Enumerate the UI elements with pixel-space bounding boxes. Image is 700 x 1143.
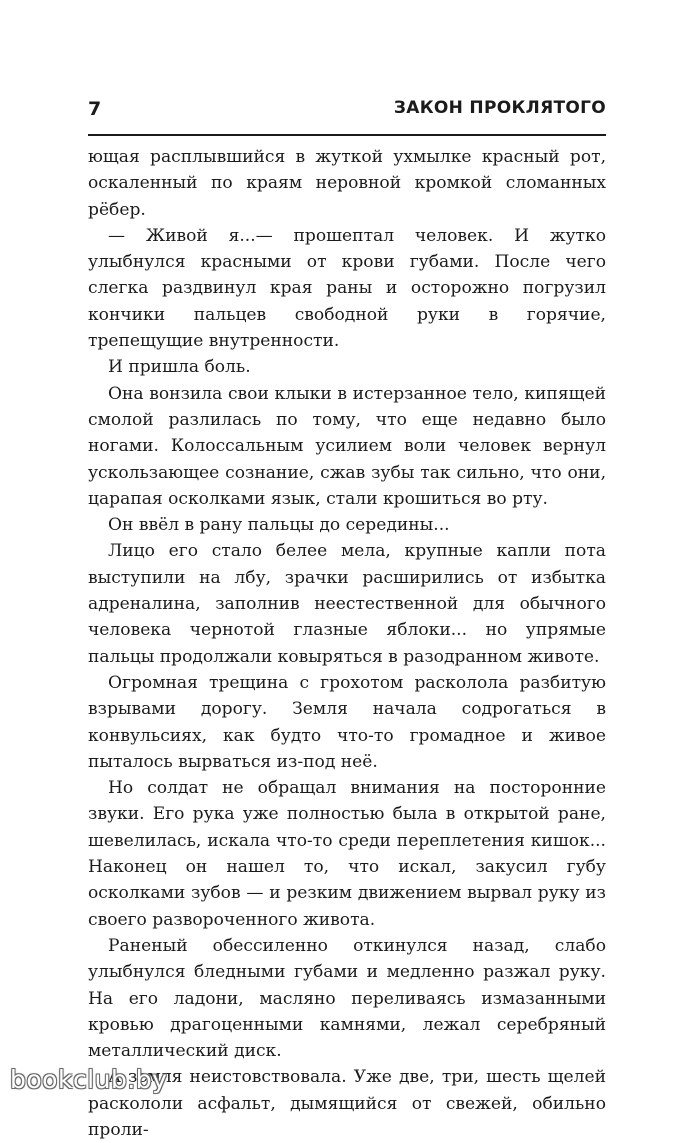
paragraph-6: Лицо его стало белее мела, крупные капли пота выступили на лбу, зрачки расширились от избытка адреналина, заполнив неестественной для обычного человека чернотой глазные яблоки... но упрямые пальцы продолжали ковыряться в разодранном животе. (88, 541, 606, 667)
body-text (88, 144, 606, 1143)
page-number: 7 (88, 98, 102, 120)
paragraph-2: — Живой я...— прошептал человек. И жутко улыбнулся красными от крови губами. После чего слегка раздвинул края раны и осторожно погрузил кончики пальцев свободной руки в горячие, трепещущие внутренности. (88, 225, 606, 352)
paragraph-9: Раненый обессиленно откинулся назад, слабо улыбнулся бледными губами и медленно разжал руку. На его ладони, масляно переливаясь измазанными кровью драгоценными камнями, лежал серебряный металлический диск. (88, 935, 606, 1062)
paragraph-3: И пришла боль. (108, 357, 251, 378)
paragraph-8: Но солдат не обращал внимания на посторонние звуки. Его рука уже полностью была в открытой ране, шевелилась, искала что-то среди переплетения кишок... Наконец он нашел то, что искал, закусил губу осколками зубов — и резким движением вырвал руку из своего развороченного живота. (88, 778, 606, 930)
page-header (88, 96, 606, 136)
paragraph-4: Она вонзила свои клыки в истерзанное тело, кипящей смолой разлилась по тому, что еще недавно было ногами. Колоссальным усилием воли человек вернул ускользающее сознание, сжав зубы так сильно, что они, царапая осколками язык, стали крошиться во рту. (88, 383, 606, 509)
paragraph-10: А земля неистовствовала. Уже две, три, шесть щелей раскололи асфальт, дымящийся от свежей, обильно проли- (88, 1067, 606, 1140)
running-title: ЗАКОН ПРОКЛЯТОГО (393, 98, 606, 118)
paragraph-1: ющая расплывшийся в жуткой ухмылке красный рот, оскаленный по краям неровной кромкой сломанных рёбер. (88, 147, 606, 220)
paragraph-5: Он ввёл в рану пальцы до середины... (108, 515, 450, 536)
paragraph-7: Огромная трещина с грохотом расколола разбитую взрывами дорогу. Земля начала содрогаться в конвульсиях, как будто что-то громадное и живое пыталось вырваться из-под неё. (88, 672, 606, 772)
watermark: bookclub.by (10, 1065, 168, 1094)
